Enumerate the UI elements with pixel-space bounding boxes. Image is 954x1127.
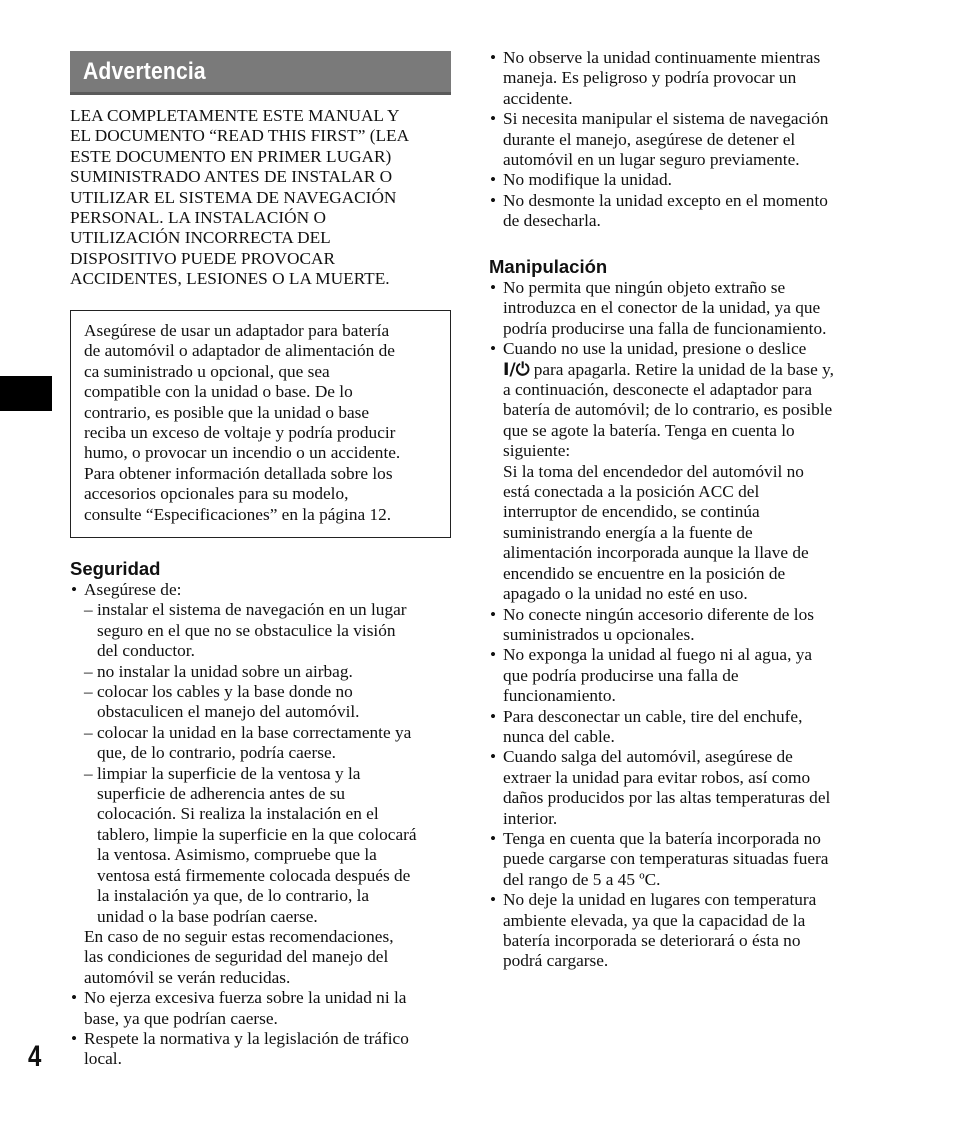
bullet-line: interruptor de encendido, se continúa xyxy=(503,502,760,522)
note-paragraph-line: En caso de no seguir estas recomendaciones, xyxy=(84,926,394,946)
bullet-item xyxy=(489,191,874,232)
chapter-tab-marker xyxy=(0,376,52,411)
warning-paragraph xyxy=(70,106,455,290)
note-paragraph xyxy=(70,927,455,988)
dash-item-line: – colocar los cables y la base donde no xyxy=(97,682,353,702)
bullet-item-line: durante el manejo, asegúrese de detener el xyxy=(503,129,796,149)
bullet-item xyxy=(70,580,455,600)
section-title-bar xyxy=(70,51,451,95)
bullet-item-line: maneja. Es peligroso y podría provocar un xyxy=(503,68,797,88)
page-number: 4 xyxy=(28,1040,42,1073)
note-paragraph-line: las condiciones de seguridad del manejo del xyxy=(84,947,389,967)
bullet-line: • Asegúrese de: xyxy=(84,580,182,599)
warning-line: UTILIZACIÓN INCORRECTA DEL xyxy=(70,228,331,248)
caution-line: humo, o provocar un incendio o un accidente. xyxy=(84,443,401,463)
bullet-item-line: ambiente elevada, ya que la capacidad de la xyxy=(503,910,806,930)
dash-item-line: que, de lo contrario, podría caerse. xyxy=(97,743,336,763)
bullet-item xyxy=(489,645,874,706)
bullet-item-line: podría producirse una falla de funcionamiento. xyxy=(503,318,827,338)
bullet-item xyxy=(489,829,874,890)
caution-line: de automóvil o adaptador de alimentación de xyxy=(84,341,395,361)
bullet-item-line: • No permita que ningún objeto extraño se xyxy=(503,278,786,297)
dash-item-line: la instalación ya que, de lo contrario, la xyxy=(97,886,370,906)
bullet-item-line: • No conecte ningún accesorio diferente de los xyxy=(503,604,814,624)
bullet-item-line: podrá cargarse. xyxy=(503,951,609,971)
bullet-item-line: de desecharla. xyxy=(503,211,601,231)
caution-line: consulte “Especificaciones” en la página 12. xyxy=(84,504,392,524)
right-top-bullets xyxy=(489,48,874,232)
bullet-item-line: daños producidos por las altas temperaturas del xyxy=(503,788,831,808)
caution-line: Para obtener información detallada sobre los xyxy=(84,463,393,483)
dash-item-line: – instalar el sistema de navegación en un lugar xyxy=(97,600,407,620)
warning-line: LEA COMPLETAMENTE ESTE MANUAL Y xyxy=(70,106,400,125)
bullet-item-line: • Respete la normativa y la legislación de tráfico xyxy=(84,1028,409,1048)
seguridad-section xyxy=(70,558,455,1070)
bullet-line: siguiente: xyxy=(503,441,571,461)
bullet-item xyxy=(489,109,874,170)
dash-item-line: obstaculicen el manejo del automóvil. xyxy=(97,702,360,722)
bullet-item-line: puede cargarse con temperaturas situadas fuera xyxy=(503,849,829,869)
dash-item-line: tablero, limpie la superficie en la que colocará xyxy=(97,824,417,844)
dash-item-line: – colocar la unidad en la base correctamente ya xyxy=(97,722,412,742)
bullet-line: que se agote la batería. Tenga en cuenta lo xyxy=(503,420,795,440)
dash-item-line: superficie de adherencia antes de su xyxy=(97,784,346,804)
bullet-line: alimentación incorporada aunque la llave de xyxy=(503,543,809,563)
bullet-item-line: • No ejerza excesiva fuerza sobre la unidad ni la xyxy=(84,988,407,1008)
bullet-line: está conectada a la posición ACC del xyxy=(503,482,760,502)
bullet-item-line: introduzca en el conector de la unidad, ya que xyxy=(503,298,821,318)
bullet-item-line: funcionamiento. xyxy=(503,686,616,706)
caution-line: compatible con la unidad o base. De lo xyxy=(84,382,353,402)
bullet-line: encendido se encuentre en la posición de xyxy=(503,563,786,583)
warning-line: ESTE DOCUMENTO EN PRIMER LUGAR) xyxy=(70,146,392,166)
warning-line: EL DOCUMENTO “READ THIS FIRST” (LEA xyxy=(70,126,410,146)
dash-item-line: seguro en el que no se obstaculice la visión xyxy=(97,620,396,640)
caution-line: contrario, es posible que la unidad o base xyxy=(84,402,370,422)
bullet-item-line: base, ya que podrían caerse. xyxy=(84,1008,278,1028)
bullet-item xyxy=(489,707,874,748)
bullet-item-line: del rango de 5 a 45 ºC. xyxy=(503,869,661,889)
bullet-line: suministrando energía a la fuente de xyxy=(503,522,753,542)
dash-item xyxy=(70,662,455,682)
bullet-item-line: • No observe la unidad continuamente mientras xyxy=(503,48,821,67)
bullet-line xyxy=(503,360,874,380)
dash-item-line: ventosa está firmemente colocada después de xyxy=(97,865,411,885)
note-paragraph-line: automóvil se verán reducidas. xyxy=(84,967,291,987)
bullet-item-line: local. xyxy=(84,1049,122,1069)
caution-line: ca suministrado u opcional, que sea xyxy=(84,361,330,381)
bullet-item-line: que podría producirse una falla de xyxy=(503,665,739,685)
bullet-item-line: batería incorporada se deteriorará o ésta no xyxy=(503,931,801,950)
warning-line: PERSONAL. LA INSTALACIÓN O xyxy=(70,208,326,228)
bullet-item xyxy=(489,890,874,972)
bullet-item xyxy=(489,605,874,646)
manipulacion-heading: Manipulación xyxy=(489,256,608,277)
bullet-item xyxy=(489,170,874,190)
bullet-item xyxy=(489,48,874,109)
caution-line: accesorios opcionales para su modelo, xyxy=(84,484,349,504)
bullet-line: batería de automóvil; de lo contrario, es posible xyxy=(503,400,833,420)
dash-item xyxy=(70,723,455,764)
caution-box xyxy=(70,310,451,538)
bullet-item-line: suministrados u opcionales. xyxy=(503,624,695,644)
dash-item-line: colocación. Si realiza la instalación en el xyxy=(97,804,379,824)
bullet-item-line: interior. xyxy=(503,808,558,828)
warning-line: ACCIDENTES, LESIONES O LA MUERTE. xyxy=(70,269,390,289)
dash-item-line: la ventosa. Asimismo, compruebe que la xyxy=(97,845,377,865)
dash-item-line: – no instalar la unidad sobre un airbag. xyxy=(97,661,353,681)
bullet-item xyxy=(70,988,455,1029)
caution-line: reciba un exceso de voltaje y podría producir xyxy=(84,423,396,443)
warning-line: SUMINISTRADO ANTES DE INSTALAR O xyxy=(70,167,393,187)
bullet-line: a continuación, desconecte el adaptador para xyxy=(503,380,812,400)
power-switch-icon: I/⏻ xyxy=(503,359,530,380)
dash-item xyxy=(70,764,455,927)
bullet-item-line: automóvil en un lugar seguro previamente. xyxy=(503,150,800,170)
dash-item xyxy=(70,682,455,723)
bullet-item-line: • No exponga la unidad al fuego ni al agua, ya xyxy=(503,645,813,665)
bullet-line: Si la toma del encendedor del automóvil no xyxy=(503,461,804,481)
dash-item xyxy=(70,600,455,661)
bullet-item-line: • Si necesita manipular el sistema de navegación xyxy=(503,109,829,129)
bullet-item xyxy=(489,747,874,829)
bullet-text: para apagarla. Retire la unidad de la base y, xyxy=(529,359,834,379)
bullet-item-line: • No deje la unidad en lugares con temperatura xyxy=(503,890,817,910)
manipulacion-section xyxy=(489,256,874,972)
warning-line: DISPOSITIVO PUEDE PROVOCAR xyxy=(70,248,336,268)
bullet-item xyxy=(70,1029,455,1070)
bullet-line: apagado o la unidad no esté en uso. xyxy=(503,584,748,604)
bullet-item-line: • Cuando salga del automóvil, asegúrese de xyxy=(503,747,793,767)
bullet-item xyxy=(489,339,874,604)
bullet-item-line: nunca del cable. xyxy=(503,726,615,746)
bullet-line: • Cuando no use la unidad, presione o deslice xyxy=(503,339,807,359)
bullet-item xyxy=(489,278,874,339)
page-title: Advertencia xyxy=(83,58,206,85)
bullet-item-line: accidente. xyxy=(503,88,573,108)
bullet-item-line: • No desmonte la unidad excepto en el momento xyxy=(503,190,828,210)
warning-line: UTILIZAR EL SISTEMA DE NAVEGACIÓN xyxy=(70,187,397,207)
bullet-item-line: extraer la unidad para evitar robos, así como xyxy=(503,767,811,787)
caution-line: Asegúrese de usar un adaptador para batería xyxy=(84,321,390,340)
dash-item-line: del conductor. xyxy=(97,641,195,661)
dash-item-line: – limpiar la superficie de la ventosa y la xyxy=(97,763,361,783)
bullet-item-line: • Para desconectar un cable, tire del enchufe, xyxy=(503,706,803,726)
seguridad-heading: Seguridad xyxy=(70,558,161,579)
bullet-item-line: • Tenga en cuenta que la batería incorporada no xyxy=(503,828,821,848)
bullet-item-line: • No modifique la unidad. xyxy=(503,170,672,190)
dash-item-line: unidad o la base podrían caerse. xyxy=(97,906,318,926)
